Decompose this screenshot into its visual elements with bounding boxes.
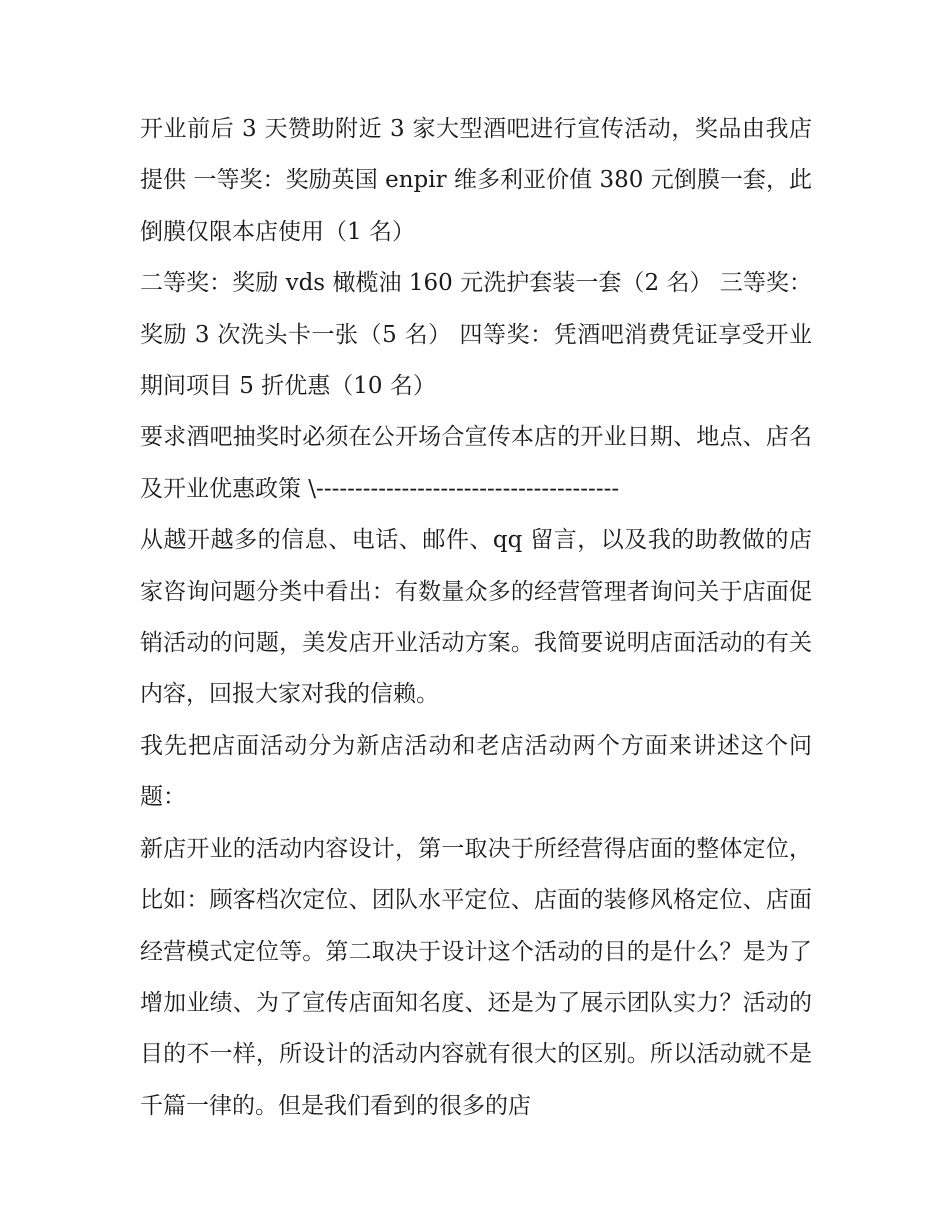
document-body (140, 104, 812, 1132)
paragraph-inquiries: 从越开越多的信息、电话、邮件、qq 留言，以及我的助教做的店家咨询问题分类中看出：有数量众多的经营管理者询问关于店面促销活动的问题，美发店开业活动方案。我简要说明店面活动的有关内容，回报大家对我的信赖。 (140, 527, 812, 708)
paragraph-activity-categories: 我先把店面活动分为新店活动和老店活动两个方面来讲述这个问题： (140, 732, 812, 811)
paragraph-opening-promotion: 开业前后 3 天赞助附近 3 家大型酒吧进行宣传活动，奖品由我店提供 一等奖：奖励英国 enpir 维多利亚价值 380 元倒膜一套，此倒膜仅限本店使用（1 名） (140, 116, 812, 245)
paragraph-new-store-design: 新店开业的活动内容设计，第一取决于所经营得店面的整体定位，比如：顾客档次定位、团队水平定位、店面的装修风格定位、店面经营模式定位等。第二取决于设计这个活动的目的是什么？是为了增加业绩、为了宣传店面知名度、还是为了展示团队实力？活动的目的不一样，所设计的活动内容就有很大的区别。所以活动就不是千篇一律的。但是我们看到的很多的店 (140, 835, 812, 1119)
paragraph-bar-requirements: 要求酒吧抽奖时必须在公开场合宣传本店的开业日期、地点、店名及开业优惠政策 \--------------------------------------- (140, 424, 812, 502)
paragraph-prize-tiers: 二等奖：奖励 vds 橄榄油 160 元洗护套装一套（2 名） 三等奖：奖励 3 次洗头卡一张（5 名） 四等奖：凭酒吧消费凭证享受开业期间项目 5 折优惠（10 名） (140, 270, 812, 400)
